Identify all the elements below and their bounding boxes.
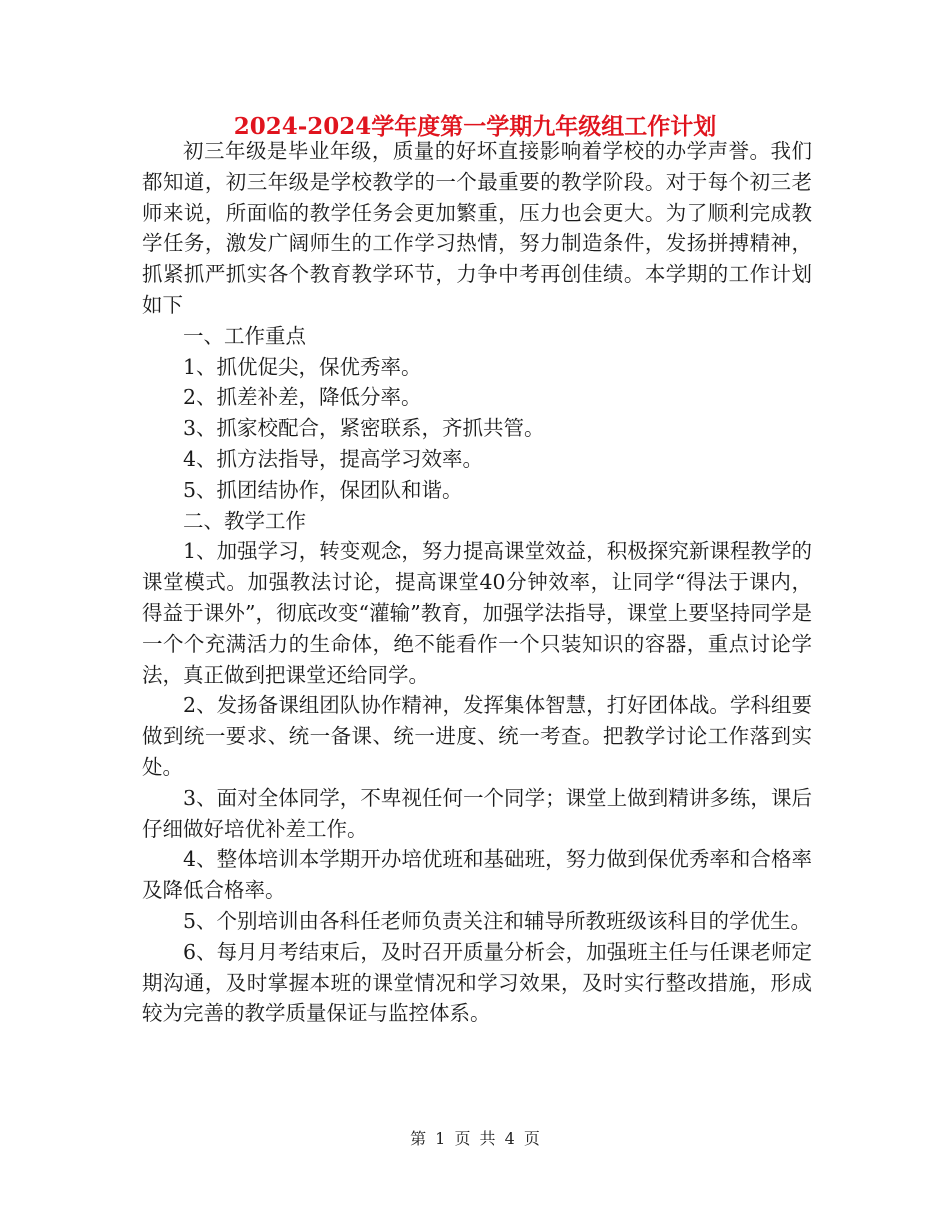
- paragraph-item: 4、整体培训本学期开办培优班和基础班，努力做到保优秀率和合格率及降低合格率。: [142, 847, 812, 903]
- list-item: 3、抓家校配合，紧密联系，齐抓共管。: [183, 416, 545, 441]
- document-body: [142, 136, 812, 1029]
- section-heading-work-focus: 一、工作重点: [183, 323, 306, 348]
- list-item: 2、抓差补差，降低分率。: [183, 385, 422, 410]
- paragraph-item: 3、面对全体同学，不卑视任何一个同学；课堂上做到精讲多练，课后仔细做好培优补差工作。: [142, 785, 812, 841]
- document-title: 2024-2024学年度第一学期九年级组工作计划: [233, 113, 717, 140]
- paragraph-item: 5、个别培训由各科任老师负责关注和辅导所教班级该科目的学优生。: [183, 908, 812, 933]
- section-heading-teaching-work: 二、教学工作: [183, 508, 306, 533]
- paragraph-item: 1、加强学习，转变观念，努力提高课堂效益，积极探究新课程教学的课堂模式。加强教法讨论，提高课堂40分钟效率，让同学“得法于课内，得益于课外”，彻底改变“灌输”教育，加强学法指导，课堂上要坚持同学是一个个充满活力的生命体，绝不能看作一个只装知识的容器，重点讨论学法，真正做到把课堂还给同学。: [142, 539, 812, 687]
- list-item: 5、抓团结协作，保团队和谐。: [183, 477, 463, 502]
- paragraph-intro: 初三年级是毕业年级，质量的好坏直接影响着学校的办学声誉。我们都知道，初三年级是学校教学的一个最重要的教学阶段。对于每个初三老师来说，所面临的教学任务会更加繁重，压力也会更大。为了顺利完成教学任务，激发广阔师生的工作学习热情，努力制造条件，发扬拼搏精神，抓紧抓严抓实各个教育教学环节，力争中考再创佳绩。本学期的工作计划如下: [142, 139, 812, 317]
- list-item: 4、抓方法指导，提高学习效率。: [183, 446, 484, 471]
- page-footer: 第 1 页 共 4 页: [410, 1129, 540, 1148]
- list-item: 1、抓优促尖，保优秀率。: [183, 354, 422, 379]
- paragraph-item: 6、每月月考结束后，及时召开质量分析会，加强班主任与任课老师定期沟通，及时掌握本班的课堂情况和学习效果，及时实行整改措施，形成较为完善的教学质量保证与监控体系。: [142, 939, 812, 1026]
- paragraph-item: 2、发扬备课组团队协作精神，发挥集体智慧，打好团体战。学科组要做到统一要求、统一备课、统一进度、统一考查。把教学讨论工作落到实处。: [142, 693, 812, 779]
